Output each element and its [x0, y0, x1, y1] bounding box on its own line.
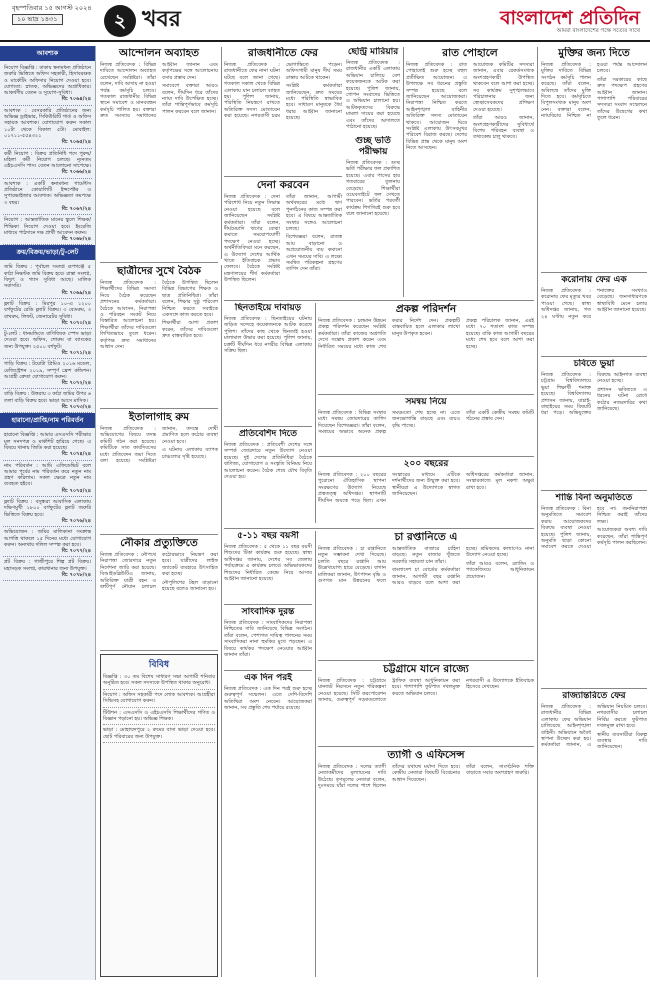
classified-ad: [3, 63, 92, 106]
classified-ad: [3, 299, 92, 329]
classified-ad: [3, 497, 92, 527]
classified-ad-ref: বি: ৭০৭৮/২৪: [61, 572, 91, 578]
classified-ad-ref: বি: ৭০৬৫/২৪: [61, 139, 91, 146]
misc-item: বিজ্ঞপ্তি : ৩০ তম বিশেষ সাধারণ সভা আগামী শনিবার অনুষ্ঠিত হবে। সকল সদস্যকে উপস্থিত থাকার অনুরোধ।: [103, 674, 215, 690]
headline: রাজধানীতে ফের: [248, 47, 318, 59]
story-body: নিজস্ব প্রতিবেদক : বিভিন্ন দাবিতে আন্দোলন অব্যাহত রেখেছেন সংশ্লিষ্টরা। তাঁরা বলেন, দাবি আদায় না হওয়া পর্যন্ত কর্মসূচি চলবে। গতকাল রাজধানীর বিভিন্ন স্থানে সমাবেশ ও মানববন্ধন কর্মসূচি পালিত হয়। বক্তারা দ্রুত সমস্যার সমাধানের আহ্বান জানান এবং কর্তৃপক্ষের সঙ্গে আলোচনায় বসার প্রস্তাব দেন। সমাবেশে বক্তারা আরও বলেন, দীর্ঘদিন ধরে তাঁদের ন্যায্য দাবি উপেক্ষিত হচ্ছে। তাঁরা শান্তিপূর্ণভাবে কর্মসূচি পালন করবেন বলে জানান।: [100, 62, 218, 120]
classified-section: [0, 262, 95, 413]
headline: সাংবাদিক দুরন্ত: [241, 607, 295, 617]
story-ek-din: এক দিন পরই নিজস্ব প্রতিবেদক : এক দিন পরই শুরু হচ্ছে গুরুত্বপূর্ণ সম্মেলন। এতে দেশি-বিদেশি অতিথিরা অংশ নেবেন। আয়োজকরা জানান, সব প্রস্তুতি শেষ পর্যায়ে রয়েছে।: [224, 673, 312, 712]
story-prokolpo: প্রকল্প পরিদর্শন নিজস্ব প্রতিবেদক : চলমান উন্নয়ন প্রকল্প পরিদর্শন করেছেন সংশ্লিষ্ট কর্মকর্তারা। তাঁরা কাজের অগ্রগতি দেখে সন্তোষ প্রকাশ করেন এবং নির্ধারিত সময়ের মধ্যে কাজ শেষ করার নির্দেশ দেন। প্রকল্পটি বাস্তবায়িত হলে এলাকার লাখো মানুষ উপকৃত হবেন। প্রকল্প পরিচালক জানান, এরই মধ্যে ৭০ শতাংশ কাজ সম্পন্ন হয়েছে। বাকি কাজ আগামী বছরের মধ্যে শেষ হবে বলে আশা করা হচ্ছে।: [318, 303, 534, 350]
classified-ad: [3, 527, 92, 557]
story-rajyantorite: রাজ্যান্তরিতে ফের নিজস্ব প্রতিবেদক : রাজধানীর বিভিন্ন এলাকায় ফের অভিযান চালিয়েছে আইনশৃঙ্খলা বাহিনী। অভিযানে অবৈধ স্থাপনা উচ্ছেদ করা হয়। কর্মকর্তারা জানান, এ অভিযান নিয়মিত চলবে। নগরবাসীর চলাচল নির্বিঘ্ন করতে ফুটপাত দখলমুক্ত রাখা হবে। স্থানীয় ব্যবসায়ীরা বিকল্প ব্যবস্থার দাবি জানিয়েছেন।: [541, 691, 647, 751]
story-rat-pohale: [406, 47, 534, 297]
classified-ad-ref: বি: ৭০৭২/২৪: [61, 380, 91, 387]
classified-ad-ref: বি: ৭০৭৩/২৪: [61, 404, 91, 411]
headline: প্রতিবেশিদ দিতে: [238, 429, 298, 439]
classified-ad-ref: বি: ৭০৭১/২৪: [61, 349, 91, 356]
masthead-logo: [480, 3, 650, 39]
classified-ad-text: আবশ্যক : বেসরকারি প্রতিষ্ঠানের জন্য অভিজ্ঞ ড্রাইভার, সিকিউরিটি গার্ড ও অফিস সহায়ক আবশ্যক। যোগাযোগ করুন সকাল ১০টা থেকে বিকাল ৫টা। মোবাইল: ০১৭১১-৫৫৪৩২১: [4, 107, 91, 139]
page-header: [0, 0, 650, 42]
story-somonnoy: সমন্বয় নিয়ে নিজস্ব প্রতিবেদক : বিভিন্ন সংস্থার মধ্যে সমন্বয় জোরদারের তাগিদ দিয়েছেন বিশেষজ্ঞরা। তাঁরা বলেন, সমন্বয়ের অভাবে অনেক প্রকল্প সময়মতো শেষ হচ্ছে না। এতে জনভোগান্তি বাড়ছে এবং ব্যয়ও বৃদ্ধি পাচ্ছে। তাঁরা একটি কেন্দ্রীয় সমন্বয় কমিটি গঠনের প্রস্তাব দেন।: [318, 397, 534, 436]
story-body: নিজস্ব প্রতিবেদক : মুক্তির দাবিতে বিভিন্ন সংগঠন কর্মসূচি পালন করেছে। তাঁরা বলেন, অবিলম্বে তাঁদের মুক্তি দিতে হবে। কর্মসূচিতে বিপুলসংখ্যক মানুষ অংশ নেন। বক্তারা বলেন, ন্যায়বিচার নিশ্চিত না হওয়া পর্যন্ত আন্দোলন চলবে। তাঁরা সরকারের কাছে দ্রুত পদক্ষেপ গ্রহণের আহ্বান জানান। পাশাপাশি পরিবারের সদস্যরা সংবাদ সম্মেলনে তাঁদের উদ্বেগের কথা তুলে ধরেন।: [541, 62, 647, 122]
classified-section-title: হারানো/প্রাপ্তি/নাম পরিবর্তন: [0, 413, 95, 428]
story-tyagi: ত্যাগী ও এফিসেন্স নিজস্ব প্রতিবেদক : দলের ত্যাগী নেতাকর্মীদের মূল্যায়নের দাবি উঠেছে। তৃণমূলের নেতারা বলেন, দুঃসময়ে যাঁরা দলের পাশে ছিলেন তাঁদের যথাযথ মর্যাদা দিতে হবে। কেন্দ্রীয় নেতারা বিষয়টি বিবেচনার আশ্বাস দিয়েছেন। তাঁরা বলেন, সাংগঠনিক শক্তি বাড়াতে সবার অংশগ্রহণ জরুরি।: [318, 749, 534, 790]
classified-ad: [3, 557, 92, 581]
classifieds-column: [0, 46, 96, 980]
classified-ad-text: বাড়ি বিক্রয় : উত্তরায় ৩ কাঠা জমির উপর ৬ তলা বাড়ি বিক্রয় হবে। ভাড়া আসে মাসিক।: [4, 391, 91, 404]
classified-ad-text: টু-লেট : ধানমন্ডিতে বাণিজ্যিক স্পেস ভাড়া দেওয়া হবে। অফিস, শোরুম বা ব্যাংকের জন্য উপযুক্ত। ২৫০০ বর্গফুট।: [4, 331, 91, 350]
classified-ad: [3, 430, 92, 460]
story-guchho: গুচ্ছ ভর্তি পরীক্ষায় নিজস্ব প্রতিবেদক : গুচ্ছ ভর্তি পরীক্ষার ফল প্রকাশিত হয়েছে। এবার পাসের হার গতবারের তুলনায় বেড়েছে। শিক্ষার্থীরা ওয়েবসাইটে ফল দেখতে পারবেন। ভর্তির পরবর্তী কার্যক্রম শিগগিরই শুরু হবে বলে জানানো হয়েছে।: [346, 136, 400, 218]
dateline-bangla: ১০ ভাদ্র ১৪৩১: [12, 14, 63, 25]
classified-ad: [3, 389, 92, 413]
headline: চট্টগ্রামে যানে রাজ্যে: [383, 663, 469, 675]
misc-title: বিবিধ: [148, 660, 170, 670]
story-shanti: শান্তি বিনা অনুমতিতে নিজস্ব প্রতিবেদক : বিনা অনুমতিতে সমাবেশ করায় আয়োজকদের বিরুদ্ধে ব্যবস্থা নেওয়া হয়েছে। পুলিশ জানায়, অনুমতি ছাড়া কোনো সমাবেশ করতে দেওয়া হবে না। জননিরাপত্তা নিশ্চিত করাই তাঁদের লক্ষ্য। আয়োজকরা অবশ্য দাবি করেছেন, তাঁরা শান্তিপূর্ণ কর্মসূচি পালন করছিলেন।: [541, 493, 647, 551]
classified-section: [0, 63, 95, 245]
classified-ad-text: অভিযোজন : জমির মালিকানা সংক্রান্ত আপত্তি থাকলে ১৫ দিনের মধ্যে যোগাযোগ করুন। অন্যথায় দলিল সম্পন্ন করা হবে।: [4, 529, 91, 548]
classified-ad: [3, 359, 92, 389]
headline: প্রকল্প পরিদর্শন: [395, 303, 457, 315]
classified-ad-text: কর্মী নিয়োগ : বিক্রয় প্রতিনিধি পদে পুরুষ/মহিলা কর্মী নিয়োগ চলছে। ন্যূনতম এইচএসসি পাস। বেতন আলোচনা সাপেক্ষে।: [4, 150, 91, 170]
headline: আন্দোলন অব্যাহত: [118, 47, 200, 59]
headline: নৌকার প্রত্যুক্তিতে: [120, 537, 198, 549]
story-chobi: চবিতে ভুয়া নিজস্ব প্রতিবেদক : চট্টগ্রাম বিশ্ববিদ্যালয়ে ভুয়া শিক্ষার্থী শনাক্ত হয়েছে। বিশ্ববিদ্যালয় প্রশাসন জানায়, যাচাই-বাছাইয়ের সময় বিষয়টি ধরা পড়ে। অভিযুক্তের বিরুদ্ধে আইনগত ব্যবস্থা নেওয়া হচ্ছে। প্রশাসন ভবিষ্যতে এ ধরনের ঘটনা রোধে কঠোর নজরদারির কথা জানিয়েছে।: [541, 359, 647, 417]
classified-ad-ref: বি: ৭০৭৫/২৪: [61, 487, 91, 494]
section-title: খবর: [142, 7, 181, 32]
classified-ad: [3, 215, 92, 245]
story-itala: ইতালাগাহ রুম নিজস্ব প্রতিবেদক : অভিযোগের বিষয়ে তদন্ত কমিটি গঠন করা হয়েছে। কমিটিকে সাত কার্যদিবসের মধ্যে প্রতিবেদন জমা দিতে বলা হয়েছে। সংশ্লিষ্টরা জানান, তদন্তে দোষী প্রমাণিত হলে কঠোর ব্যবস্থা নেওয়া হবে। এ ঘটনায় এলাকায় ব্যাপক চাঞ্চল্যের সৃষ্টি হয়েছে।: [100, 411, 218, 465]
headline: দেনা করবেন: [256, 179, 310, 191]
headline: মুক্তির জন্য দিতে: [558, 47, 630, 59]
misc-item: নিয়োগ : অফিস সহকারী পদে লোক আবশ্যক। আগ্রহীরা সিভিসহ যোগাযোগ করুন।: [103, 692, 215, 708]
classified-ad: [3, 106, 92, 149]
classified-ad-text: আবশ্যক : একটি স্বনামধন্য গার্মেন্টস প্রতিষ্ঠানে কোয়ালিটি ইন্সপেক্টর ও সুপারভাইজার আবশ্যক। অভিজ্ঞতা কমপক্ষে ৩ বছর।: [4, 180, 91, 206]
masthead-tagline: আমরা বাংলাদেশের পক্ষে সত্যের সাথে: [556, 28, 640, 34]
story-cha-roptani: চা রপ্তানিতে এ নিজস্ব প্রতিবেদক : চা রপ্তানিতে নতুন সম্ভাবনা দেখা দিয়েছে। চলতি বছরে রপ্তানি আয় উল্লেখযোগ্য হারে বেড়েছে। বাগান মালিকরা জানান, উৎপাদন বৃদ্ধি ও গুণগত মান উন্নয়নের ফলে আন্তর্জাতিক বাজারে চাহিদা বাড়ছে। নতুন বাজার খুঁজতে সরকারি সহায়তা চান তাঁরা। বাংলাদেশ চা বোর্ডের কর্মকর্তারা জানান, আগামী বছর রপ্তানি আরও বাড়বে বলে আশা করা হচ্ছে। শ্রমিকদের কল্যাণেও নানা উদ্যোগ নেওয়া হচ্ছে। তাঁরা আরও বলেন, ব্র্যান্ডিং ও প্যাকেজিংয়ে আধুনিকায়ন প্রয়োজন।: [318, 531, 534, 587]
misc-items: [103, 674, 215, 743]
headline: করোনায় ফের এক: [561, 275, 627, 285]
story-chattogram: চট্টগ্রামে যানে রাজ্যে নিজস্ব প্রতিবেদক : চট্টগ্রামে যানজট নিরসনে নতুন পরিকল্পনা নেওয়া হয়েছে। সিটি করপোরেশন জানায়, গুরুত্বপূর্ণ সড়কগুলোতে ট্রাফিক ব্যবস্থা আধুনিকায়ন করা হবে। পাশাপাশি ফুটপাত দখলমুক্ত করতে অভিযান চলবে। নগরবাসী এ উদ্যোগকে ইতিবাচক হিসেবে দেখছেন।: [318, 663, 534, 704]
classified-ad-text: নিয়োগ : আন্তর্জাতিক মানের স্কুলে শিক্ষক/শিক্ষিকা নিয়োগ দেওয়া হবে। ইংরেজি মাধ্যমে পাঠদানে দক্ষ প্রার্থী আবেদন করুন।: [4, 217, 91, 236]
story-body: নিজস্ব প্রতিবেদক : রাত পোহালেই শুরু হচ্ছে বহুল প্রতীক্ষিত আয়োজন। এ উপলক্ষে সব ধরনের প্রস্তুতি সম্পন্ন হয়েছে বলে জানিয়েছেন আয়োজকরা। নিরাপত্তা নিশ্চিত করতে আইনশৃঙ্খলা বাহিনীর অতিরিক্ত সদস্য মোতায়েন থাকবে। আয়োজন ঘিরে সংশ্লিষ্ট এলাকায় উৎসবমুখর পরিবেশ বিরাজ করছে। দেশের বিভিন্ন প্রান্ত থেকে মানুষ অংশ নিতে আসছেন। আয়োজক কমিটির সদস্যরা জানান, এবার রেকর্ডসংখ্যক অংশগ্রহণকারী উপস্থিত থাকবেন বলে আশা করা হচ্ছে। সব কার্যক্রম সুশৃঙ্খলভাবে পরিচালনার জন্য স্বেচ্ছাসেবকদের প্রশিক্ষণ দেওয়া হয়েছে। তাঁরা আরও জানান, অংশগ্রহণকারীদের সুবিধার্থে বিশেষ পরিবহন ব্যবস্থা ও তথ্যকেন্দ্র চালু থাকবে।: [406, 62, 534, 152]
story-5-11: ৫-১১ বছর বয়সী নিজস্ব প্রতিবেদক : ৫ থেকে ১১ বছর বয়সী শিশুদের টিকা কার্যক্রম শুরু হয়েছে। স্বাস্থ্য অধিদপ্তর জানায়, দেশের সব জেলায় পর্যায়ক্রমে এ কার্যক্রম চলবে। অভিভাবকদের শিশুদের নির্ধারিত কেন্দ্রে নিয়ে আসার আহ্বান জানানো হয়েছে।: [224, 531, 312, 583]
classified-ad-text: ফ্ল্যাট বিক্রয় : মিরপুর ১০-এ ১২০০ বর্গফুটের রেডি ফ্ল্যাট বিক্রয়। ৩ বেডরুম, ৩ বাথরুম, লিফট, জেনারেটর সুবিধা।: [4, 300, 91, 320]
story-chhentri: ছেন্ট্রি মারিয়ার নিজস্ব প্রতিবেদক : রাজধানীর একটি এলাকায় অভিযান চালিয়ে বেশ কয়েকজনকে আটক করা হয়েছে। পুলিশ জানায়, গোপন সংবাদের ভিত্তিতে এ অভিযান চালানো হয়। আটককৃতদের বিরুদ্ধে মামলা দায়ের করা হয়েছে এবং তাঁদের আদালতে পাঠানো হয়েছে।: [346, 47, 400, 131]
classified-ad-text: হারানো বিজ্ঞপ্তি : আমার এসএসসি পরীক্ষার মূল সনদপত্র ও মার্কশিট হারিয়ে গেছে। এ বিষয়ে থানায় জিডি করা হয়েছে।: [4, 432, 91, 451]
classified-section-title: আবশ্যক: [0, 46, 95, 61]
masthead-name: বাংলাদেশ প্রতিদিন: [499, 7, 640, 29]
classified-ad-text: জমি বিক্রয় : পূর্বাচল সংলগ্ন রূপগঞ্জে ৫ কাঠা নিষ্কণ্টক জমি বিক্রয় হবে। রাস্তা সংলগ্ন, বিদ্যুৎ ও গ্যাস সুবিধা আছে। মালিক সরাসরি।: [4, 264, 91, 290]
headline: রাজ্যান্তরিতে ফের: [562, 691, 626, 701]
story-sangbadik: সাংবাদিক দুরন্ত নিজস্ব প্রতিবেদক : সাংবাদিকদের নিরাপত্তা নিশ্চিতের দাবি জানিয়েছে বিভিন্ন সংগঠন। তাঁরা বলেন, পেশাগত দায়িত্ব পালনের সময় সাংবাদিকরা নানা হুমকির মুখে পড়ছেন। এ বিষয়ে কার্যকর পদক্ষেপ নেওয়ার আহ্বান জানান তাঁরা।: [224, 607, 312, 659]
classified-ad-text: নাম পরিবর্তন : আমি এফিডেভিট বলে আমার পূর্বের নাম পরিবর্তন করে নতুন নাম গ্রহণ করিলাম। সকল ক্ষেত্রে নতুন নাম ব্যবহৃত হইবে।: [4, 462, 91, 488]
classified-ad-ref: বি: ৭০৬৭/২৪: [61, 205, 91, 212]
classified-ad-ref: বি: ৭০৬৮/২৪: [61, 236, 91, 243]
story-muktir: [541, 47, 647, 269]
classified-ad: [3, 149, 92, 179]
headline: ছাত্রীদের সুখে বৈঠক: [116, 265, 202, 277]
story-andolon: [100, 47, 218, 259]
story-chhatrider: ছাত্রীদের সুখে বৈঠক নিজস্ব প্রতিবেদক : শিক্ষার্থীদের বিভিন্ন সমস্যা নিয়ে বৈঠক করেছেন প্রশাসনের কর্মকর্তারা। বৈঠকে আবাসন, নিরাপত্তা ও পরিবহন সংকট নিয়ে বিস্তারিত আলোচনা হয়। শিক্ষার্থীরা তাঁদের দাবিগুলো লিখিতভাবে তুলে ধরেন। কর্তৃপক্ষ দ্রুত সমাধানের আশ্বাস দেন। বৈঠকে উপস্থিত ছিলেন বিভিন্ন বিভাগের শিক্ষক ও ছাত্র প্রতিনিধিরা। তাঁরা বলেন, শিক্ষার সুষ্ঠু পরিবেশ নিশ্চিত করতে সবাইকে একসঙ্গে কাজ করতে হবে। শিক্ষার্থীরা আশা প্রকাশ করেন, তাঁদের দাবিগুলো দ্রুত বাস্তবায়িত হবে।: [100, 265, 218, 351]
classified-ad: [3, 461, 92, 497]
classified-ad-ref: বি: ৭০৬৪/২৪: [61, 96, 91, 103]
classified-ad-ref: বি: ৭০৭০/২৪: [61, 319, 91, 326]
page-number: ২: [104, 5, 136, 37]
classified-section-title: ক্রয়/বিক্রয়/ভাড়া/টু-লেট: [0, 245, 95, 260]
story-body: নিজস্ব প্রতিবেদক : রাজধানীতে ফের নানা ঘটনা ঘটছে বলে জানা গেছে। গতকাল সকাল থেকে বিভিন্ন এলাকায় যান চলাচল ব্যাহত হয়। পুলিশ জানায়, পরিস্থিতি নিয়ন্ত্রণে রাখতে অতিরিক্ত সদস্য মোতায়েন করা হয়েছে। নগরবাসী চরম ভোগান্তিতে পড়েন। অফিসগামী মানুষ দীর্ঘ সময় রাস্তায় আটকে থাকেন। সংশ্লিষ্ট কর্মকর্তারা জানিয়েছেন, দ্রুত সময়ের মধ্যে পরিস্থিতি স্বাভাবিক হবে। সাধারণ মানুষকে ধৈর্য ধরার আহ্বান জানানো হয়েছে।: [224, 62, 342, 122]
classified-ad-ref: বি: ৭০৬৯/২৪: [61, 289, 91, 296]
classified-ad-text: প্লট বিক্রয় : গাজীপুরে শিল্প প্লট বিক্রয়। মহাসড়ক সংলগ্ন, কারখানার জন্য উপযুক্ত।: [4, 559, 91, 572]
headline: চবিতে ভুয়া: [573, 359, 615, 369]
story-dena: দেনা করবেন নিজস্ব প্রতিবেদক : দেনা পরিশোধ নিয়ে নতুন সিদ্ধান্ত নেওয়া হয়েছে বলে জানিয়েছেন সংশ্লিষ্ট কর্মকর্তারা। তাঁরা বলেন, দীর্ঘমেয়াদি ঋণের বোঝা কমাতে সময়োপযোগী পদক্ষেপ নেওয়া হচ্ছে। অর্থনীতিবিদরা মনে করছেন, এ উদ্যোগ দেশের আর্থিক খাতে ইতিবাচক প্রভাব ফেলবে। বৈঠকে সংশ্লিষ্ট মন্ত্রণালয়ের শীর্ষ কর্মকর্তারা উপস্থিত ছিলেন। তাঁরা জানান, আগামী অর্থবছরের মধ্যে ঋণ পুনর্গঠনের কাজ সম্পন্ন করা হবে। এ বিষয়ে আন্তর্জাতিক সংস্থার সঙ্গেও আলোচনা চলছে। বিশেষজ্ঞরা বলেন, রাজস্ব আয় বাড়ানো ও অপ্রয়োজনীয় ব্যয় কমানো এখন সময়ের দাবি। এ লক্ষ্যে সমন্বিত পরিকল্পনা গ্রহণের তাগিদ দেন তাঁরা।: [224, 179, 342, 284]
classified-ad-ref: বি: ৭০৭৭/২৪: [61, 548, 91, 555]
classified-ad-text: গাড়ি বিক্রয় : টয়োটা প্রিমিও ২০১৬ মডেল, রেজিস্ট্রেশন ২০১৯, সম্পূর্ণ ফ্রেশ কন্ডিশন। আগ্রহী ক্রেতা যোগাযোগ করুন।: [4, 361, 91, 380]
headline: রাত পোহালে: [442, 47, 498, 59]
headline: চা রপ্তানিতে এ: [394, 531, 458, 543]
story-noukar: নৌকার প্রত্যুক্তিতে নিজস্ব প্রতিবেদক : নৌপথে নিরাপত্তা জোরদারে নতুন নির্দেশনা জারি করা হয়েছে। বিআইডব্লিউটিএ জানায়, অতিরিক্ত যাত্রী বহন ও ত্রুটিপূর্ণ নৌযান চলাচল কঠোরভাবে নিয়ন্ত্রণ করা হবে। যাত্রীদের লাইফ জ্যাকেট ব্যবহারে উৎসাহিত করা হচ্ছে। নৌপুলিশের টহল বাড়ানো হয়েছে বলেও জানানো হয়।: [100, 537, 218, 593]
story-protibeshi: প্রতিবেশিদ দিতে নিজস্ব প্রতিবেদক : প্রতিবেশী দেশের সঙ্গে সম্পর্ক জোরদারে নতুন উদ্যোগ নেওয়া হয়েছে। দুই দেশের প্রতিনিধিরা বৈঠকে বাণিজ্য, যোগাযোগ ও সংস্কৃতি বিনিময় নিয়ে আলোচনা করেন। বৈঠক শেষে যৌথ বিবৃতি দেওয়া হয়।: [224, 429, 312, 481]
classified-ad-ref: বি: ৭০৬৬/২৪: [61, 169, 91, 176]
story-rajdhanite: [224, 47, 342, 173]
classified-ad: [3, 179, 92, 215]
classified-section: [0, 430, 95, 581]
headline: গুচ্ছ ভর্তি পরীক্ষায়: [355, 136, 391, 157]
classified-ad: [3, 329, 92, 359]
headline: এক দিন পরই: [244, 673, 292, 683]
story-200-bochor: ২০০ বছরের নিজস্ব প্রতিবেদক : ২০০ বছরের পুরোনো ঐতিহাসিক স্থাপনা সংরক্ষণের উদ্যোগ নিয়েছে প্রত্নতত্ত্ব অধিদপ্তর। স্থাপনাটি দীর্ঘদিন অযত্নে পড়ে ছিল। এখন সংস্কারের মাধ্যমে এটিকে দর্শনার্থীদের জন্য উন্মুক্ত করা হবে। স্থানীয়রা এ উদ্যোগকে স্বাগত জানিয়েছেন। অধিদপ্তরের কর্মকর্তারা জানান, সংস্কারকাজে মূল নকশা অক্ষুণ্ণ রাখা হবে।: [318, 459, 534, 504]
headline: ছেন্ট্রি মারিয়ার: [347, 47, 399, 57]
headline: ইতালাগাহ রুম: [128, 411, 190, 423]
dateline-gregorian: বৃহস্পতিবার ১৫ আগস্ট ২০২৪: [12, 4, 92, 12]
story-corona: করোনায় ফের এক নিজস্ব প্রতিবেদক : করোনায় ফের মৃত্যুর খবর পাওয়া গেছে। স্বাস্থ্য অধিদপ্তর জানায়, গত ২৪ ঘণ্টায় নতুন করে শনাক্তের সংখ্যাও বেড়েছে। জনসাধারণকে স্বাস্থ্যবিধি মেনে চলার আহ্বান জানানো হয়েছে।: [541, 275, 647, 320]
dateline: [12, 4, 92, 25]
classified-ad-text: নিয়োগ বিজ্ঞপ্তি : ঢাকায় স্বনামধন্য প্রতিষ্ঠানে জরুরি ভিত্তিতে অফিস সহকারী, হিসাবরক্ষক ও মার্কেটিং অফিসার নিয়োগ দেওয়া হবে। যোগ্যতা: স্নাতক, অভিজ্ঞদের অগ্রাধিকার। আকর্ষণীয় বেতন ও সুযোগ-সুবিধা।: [4, 65, 91, 97]
headline: ছিনতাইয়ে দাবায়ড়: [234, 303, 302, 313]
headline: ২০০ বছরের: [403, 459, 449, 469]
classified-ad-text: ফ্ল্যাট বিক্রয় : বসুন্ধরা আবাসিক এলাকায় দক্ষিণমুখী ১৮০০ বর্গফুটের ফ্ল্যাট জরুরি ভিত্তিতে বিক্রয় হবে।: [4, 499, 91, 518]
misc-box: [100, 654, 218, 977]
classified-ad-ref: বি: ৭০৭৪/২৪: [61, 451, 91, 458]
headline: সমন্বয় নিয়ে: [405, 397, 447, 407]
story-chhintai: ছিনতাইয়ে দাবায়ড় নিজস্ব প্রতিবেদক : ছিনতাইয়ের ঘটনায় জড়িত সন্দেহে কয়েকজনকে আটক করেছে পুলিশ। তাঁদের কাছ থেকে ছিনতাই হওয়া মালামাল উদ্ধার করা হয়েছে। পুলিশ জানায়, চক্রটি দীর্ঘদিন ধরে নগরীর বিভিন্ন এলাকায় সক্রিয় ছিল।: [224, 303, 312, 355]
misc-item: ভাড়া : মোহাম্মদপুরে ২ রুমের বাসা ভাড়া দেওয়া হবে। ছোট পরিবারের জন্য উপযুক্ত।: [103, 727, 215, 743]
headline: শান্তি বিনা অনুমতিতে: [555, 493, 633, 503]
classified-ad-ref: বি: ৭০৭৬/২৪: [61, 517, 91, 524]
classified-ad: [3, 262, 92, 298]
misc-item: টিউশন : এসএসসি ও এইচএসসি শিক্ষার্থীদের গণিত ও বিজ্ঞান পড়ানো হয়। অভিজ্ঞ শিক্ষক।: [103, 710, 215, 726]
headline: ৫-১১ বছর বয়সী: [237, 531, 299, 541]
headline: ত্যাগী ও এফিসেন্স: [387, 749, 465, 761]
